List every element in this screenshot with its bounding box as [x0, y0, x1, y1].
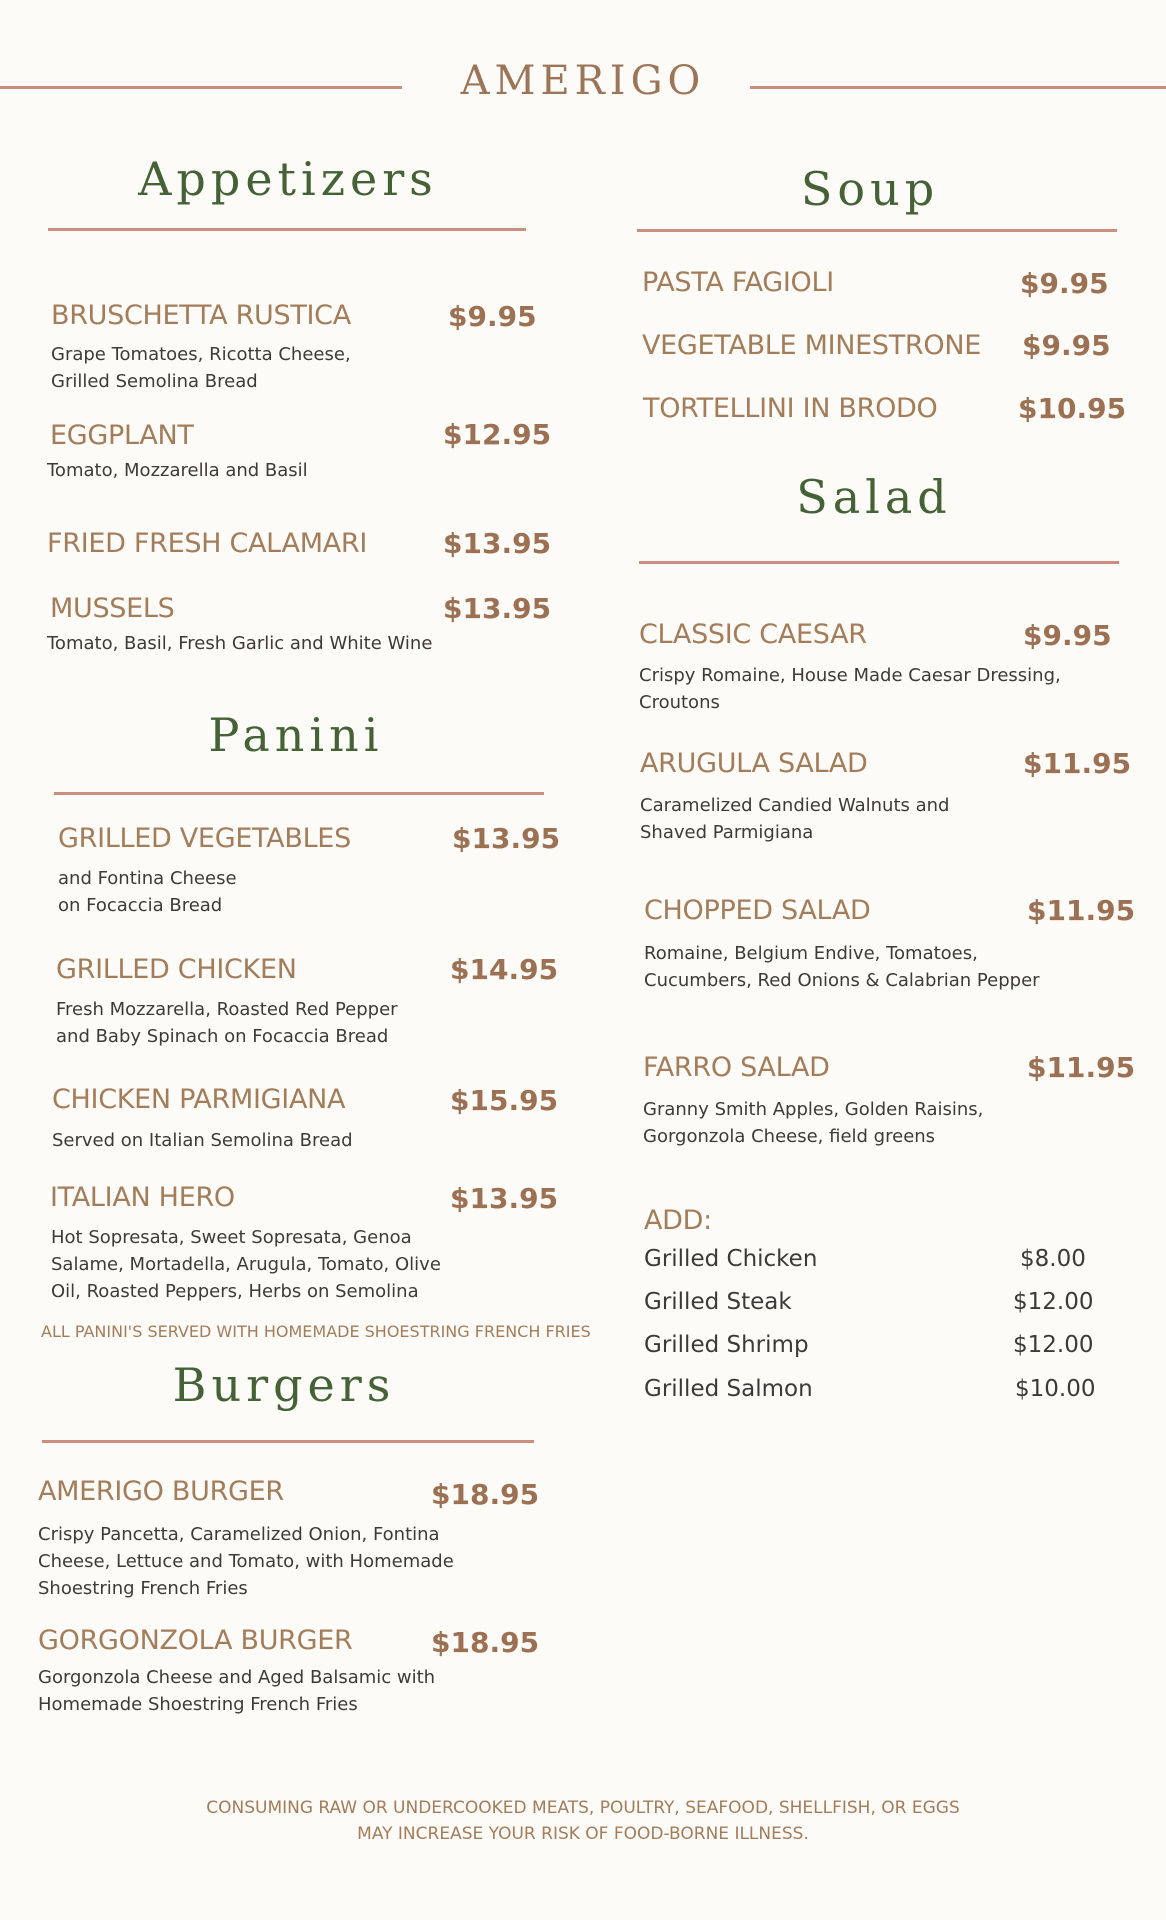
item-description	[58, 865, 237, 919]
description-line: Croutons	[639, 692, 720, 713]
appetizers-rule	[48, 228, 526, 231]
item-name: TORTELLINI IN BRODO	[643, 393, 938, 424]
item-description	[639, 662, 1061, 716]
item-price: $18.95	[431, 1478, 540, 1511]
item-price: $11.95	[1023, 747, 1132, 780]
disclaimer-line: CONSUMING RAW OR UNDERCOOKED MEATS, POULTRY, SEAFOOD, SHELLFISH, OR EGGS	[206, 1798, 960, 1818]
description-line: Tomato, Mozzarella and Basil	[47, 460, 308, 481]
item-price: $13.95	[443, 592, 552, 625]
description-line: Granny Smith Apples, Golden Raisins,	[643, 1099, 984, 1120]
description-line: Shaved Parmigiana	[640, 822, 814, 843]
description-line: Shoestring French Fries	[38, 1578, 248, 1599]
food-safety-disclaimer	[0, 1795, 1166, 1847]
add-on-price: $12.00	[1013, 1332, 1094, 1358]
item-price: $13.95	[452, 822, 561, 855]
item-price: $9.95	[1023, 619, 1112, 652]
soup-rule	[637, 229, 1117, 232]
item-price: $11.95	[1027, 894, 1136, 927]
item-name: GRILLED VEGETABLES	[58, 823, 351, 854]
add-on-name: Grilled Salmon	[644, 1376, 813, 1402]
item-name: MUSSELS	[50, 593, 175, 624]
description-line: Crispy Romaine, House Made Caesar Dressing,	[639, 665, 1061, 686]
item-description	[643, 1096, 983, 1150]
item-price: $15.95	[450, 1084, 559, 1117]
header-rule-right	[750, 86, 1166, 89]
item-name: PASTA FAGIOLI	[642, 267, 834, 298]
section-title-appetizers: Appetizers	[138, 152, 438, 206]
item-price: $10.95	[1018, 392, 1127, 425]
description-line: Served on Italian Semolina Bread	[52, 1130, 353, 1151]
item-description	[644, 940, 1040, 994]
add-ons-label: ADD:	[644, 1205, 712, 1236]
add-on-name: Grilled Shrimp	[644, 1332, 809, 1358]
item-name: GORGONZOLA BURGER	[38, 1625, 353, 1656]
description-line: Romaine, Belgium Endive, Tomatoes,	[644, 943, 978, 964]
description-line: Tomato, Basil, Fresh Garlic and White Wine	[47, 633, 433, 654]
description-line: Grilled Semolina Bread	[51, 371, 258, 392]
item-price: $14.95	[450, 953, 559, 986]
description-line: Crispy Pancetta, Caramelized Onion, Fontina	[38, 1524, 440, 1545]
add-on-price: $12.00	[1013, 1289, 1094, 1315]
item-name: GRILLED CHICKEN	[56, 954, 297, 985]
item-description	[38, 1664, 435, 1718]
item-name: FRIED FRESH CALAMARI	[47, 528, 368, 559]
item-name: BRUSCHETTA RUSTICA	[51, 300, 351, 331]
item-price: $9.95	[448, 300, 537, 333]
description-line: Grape Tomatoes, Ricotta Cheese,	[51, 344, 351, 365]
description-line: Oil, Roasted Peppers, Herbs on Semolina	[51, 1281, 419, 1302]
item-description	[51, 1224, 441, 1305]
panini-rule	[54, 792, 544, 795]
item-description	[640, 792, 949, 846]
item-description	[52, 1127, 353, 1154]
item-name: ITALIAN HERO	[50, 1182, 235, 1213]
section-title-salad: Salad	[796, 470, 952, 524]
item-name: VEGETABLE MINESTRONE	[642, 330, 982, 361]
add-on-name: Grilled Steak	[644, 1289, 792, 1315]
add-on-name: Grilled Chicken	[644, 1246, 818, 1272]
description-line: Caramelized Candied Walnuts and	[640, 795, 950, 816]
item-name: CHOPPED SALAD	[644, 895, 871, 926]
description-line: and Baby Spinach on Focaccia Bread	[56, 1026, 389, 1047]
item-description	[47, 630, 432, 657]
description-line: Homemade Shoestring French Fries	[38, 1694, 358, 1715]
item-description	[56, 996, 398, 1050]
description-line: on Focaccia Bread	[58, 895, 223, 916]
description-line: Hot Sopresata, Sweet Sopresata, Genoa	[51, 1227, 412, 1248]
item-price: $9.95	[1022, 329, 1111, 362]
item-name: AMERIGO BURGER	[38, 1476, 284, 1507]
section-title-burgers: Burgers	[172, 1358, 396, 1412]
item-price: $9.95	[1020, 267, 1109, 300]
add-on-price: $10.00	[1015, 1376, 1096, 1402]
restaurant-name: AMERIGO	[460, 58, 706, 104]
salad-rule	[639, 561, 1119, 564]
item-price: $13.95	[443, 527, 552, 560]
panini-fries-note: ALL PANINI'S SERVED WITH HOMEMADE SHOESTRING FRENCH FRIES	[41, 1322, 591, 1341]
item-name: FARRO SALAD	[643, 1052, 830, 1083]
description-line: Cheese, Lettuce and Tomato, with Homemade	[38, 1551, 454, 1572]
description-line: Cucumbers, Red Onions & Calabrian Pepper	[644, 970, 1040, 991]
description-line: Gorgonzola Cheese and Aged Balsamic with	[38, 1667, 436, 1688]
description-line: Fresh Mozzarella, Roasted Red Pepper	[56, 999, 398, 1020]
item-price: $18.95	[431, 1626, 540, 1659]
disclaimer-line: MAY INCREASE YOUR RISK OF FOOD-BORNE ILLNESS.	[357, 1824, 809, 1844]
section-title-soup: Soup	[800, 162, 940, 216]
item-description	[47, 457, 308, 484]
description-line: Salame, Mortadella, Arugula, Tomato, Olive	[51, 1254, 441, 1275]
item-description	[51, 341, 351, 395]
item-price: $12.95	[443, 418, 552, 451]
item-name: EGGPLANT	[50, 420, 194, 451]
description-line: and Fontina Cheese	[58, 868, 237, 889]
item-price: $13.95	[450, 1182, 559, 1215]
section-title-panini: Panini	[208, 708, 384, 762]
item-description	[38, 1521, 454, 1602]
add-on-price: $8.00	[1020, 1246, 1086, 1272]
item-name: CLASSIC CAESAR	[639, 619, 867, 650]
description-line: Gorgonzola Cheese, field greens	[643, 1126, 936, 1147]
burgers-rule	[42, 1440, 534, 1443]
item-name: CHICKEN PARMIGIANA	[52, 1084, 346, 1115]
item-name: ARUGULA SALAD	[640, 748, 868, 779]
item-price: $11.95	[1027, 1051, 1136, 1084]
